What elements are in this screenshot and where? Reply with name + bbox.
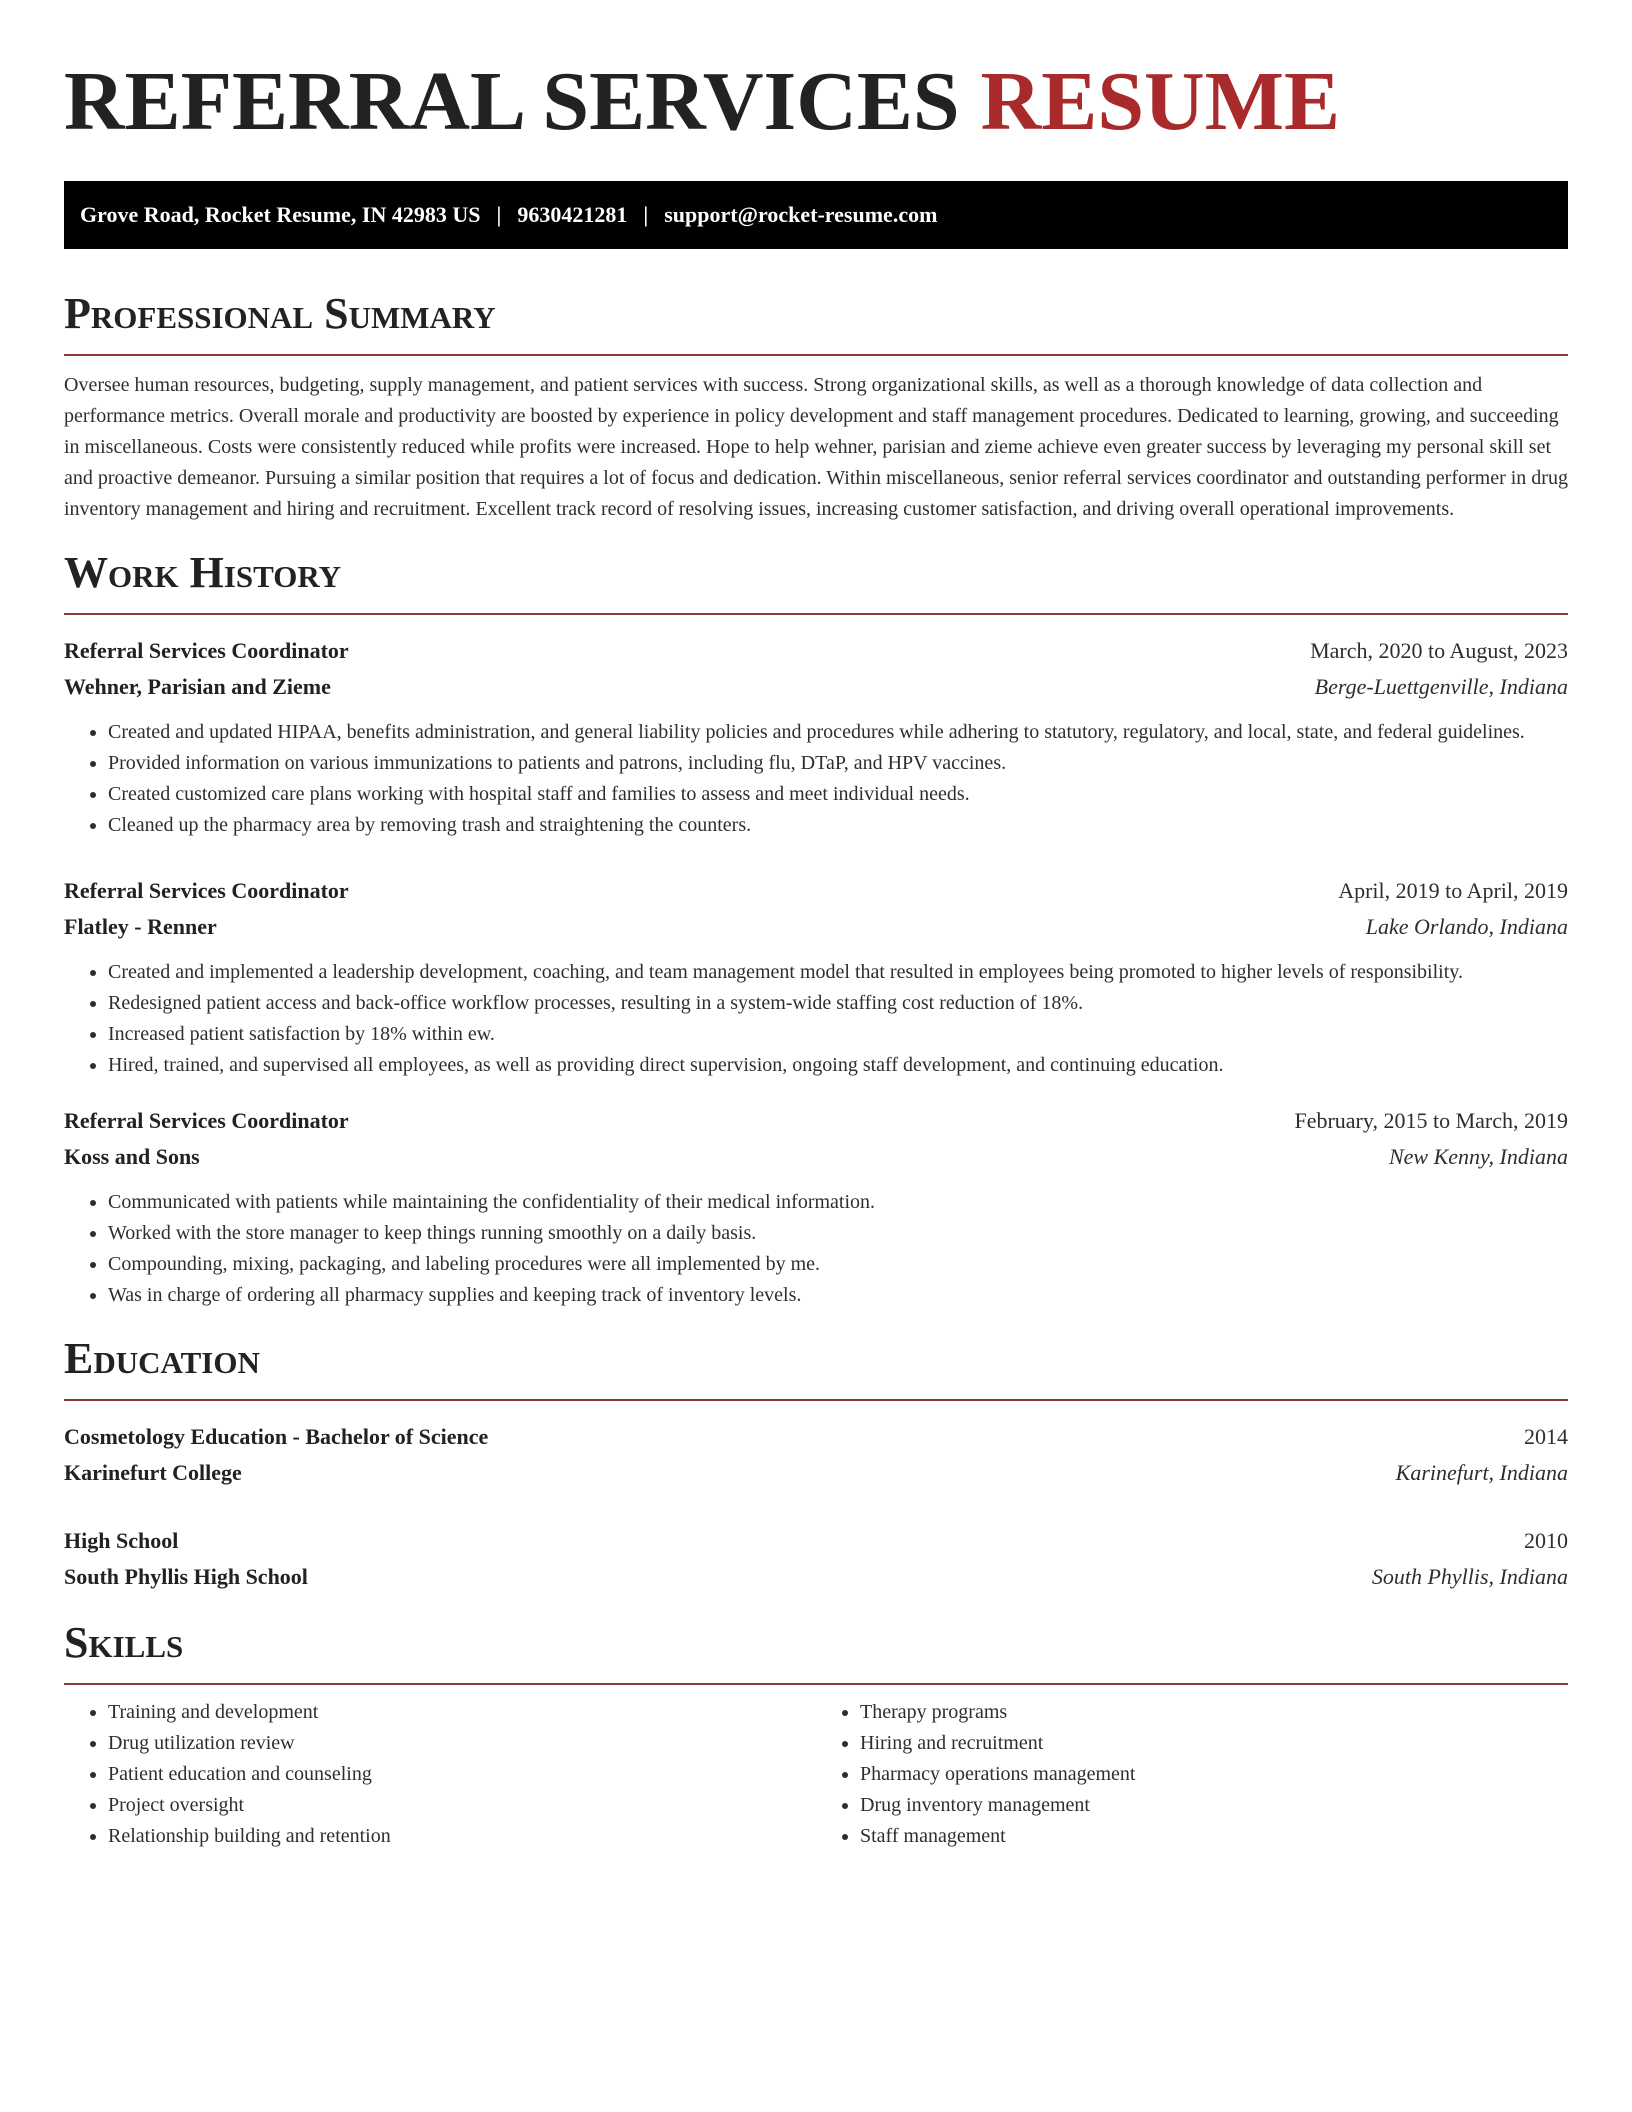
job-company: Flatley - Renner [64, 914, 217, 939]
skills-grid [64, 1697, 1568, 1852]
job-bullet: • Cleaned up the pharmacy area by removing trash and straightening the counters. [108, 810, 1568, 841]
skills-list-left [64, 1697, 816, 1852]
job-bullet: • Provided information on various immunizations to patients and patrons, including flu, DTaP, and HPV vaccines. [108, 748, 1568, 779]
contact-phone: 9630421281 [517, 202, 628, 227]
job-title: Referral Services Coordinator [64, 878, 349, 903]
title-accent: RESUME [980, 55, 1341, 148]
job-bullets [64, 1187, 1568, 1311]
job-dates: February, 2015 to March, 2019 [1294, 1108, 1568, 1133]
work-section [64, 547, 1568, 1311]
education-school: Karinefurt College [64, 1460, 242, 1485]
job-bullet: • Compounding, mixing, packaging, and labeling procedures were all implemented by me. [108, 1249, 1568, 1280]
education-year: 2014 [1524, 1424, 1568, 1449]
contact-separator: | [643, 202, 649, 227]
skills-list-right [816, 1697, 1568, 1852]
contact-address: Grove Road, Rocket Resume, IN 42983 US [80, 202, 481, 227]
job-bullet: • Communicated with patients while maintaining the confidentiality of their medical information. [108, 1187, 1568, 1218]
job-location: New Kenny, Indiana [1388, 1144, 1568, 1169]
education-degree: High School [64, 1528, 179, 1553]
skill-item: • Therapy programs [860, 1697, 1568, 1728]
job-location: Lake Orlando, Indiana [1365, 914, 1568, 939]
summary-section [64, 288, 1568, 525]
job-dates: April, 2019 to April, 2019 [1338, 878, 1568, 903]
education-entry [64, 1523, 1568, 1595]
title-main: REFERRAL SERVICES [64, 55, 960, 148]
education-year: 2010 [1524, 1528, 1568, 1553]
job-bullets [64, 957, 1568, 1081]
job-company: Koss and Sons [64, 1144, 200, 1169]
education-heading: Education [64, 1333, 1568, 1401]
job-bullet: • Redesigned patient access and back-office workflow processes, resulting in a system-wide staffing cost reduction of 18%. [108, 988, 1568, 1019]
job-bullet: • Hired, trained, and supervised all employees, as well as providing direct supervision, ongoing staff development, and continuing education. [108, 1050, 1568, 1081]
education-location: Karinefurt, Indiana [1395, 1460, 1568, 1485]
education-location: South Phyllis, Indiana [1371, 1564, 1568, 1589]
job-bullet: • Worked with the store manager to keep things running smoothly on a daily basis. [108, 1218, 1568, 1249]
job-company: Wehner, Parisian and Zieme [64, 674, 331, 699]
job-entry [64, 1103, 1568, 1311]
skill-item: • Project oversight [108, 1790, 816, 1821]
summary-text: Oversee human resources, budgeting, supply management, and patient services with success. Strong organizational skills, as well as a thorough knowledge of data collection and performance metrics. Overall morale and productivity are boosted by experience in policy development and staff management procedures. Dedicated to learning, growing, and succeeding in miscellaneous. Costs were consistently reduced while profits were increased. Hope to help wehner, parisian and zieme achieve even greater success by leveraging my personal skill set and proactive demeanor. Pursuing a similar position that requires a lot of focus and dedication. Within miscellaneous, senior referral services coordinator and outstanding performer in drug inventory management and hiring and recruitment. Excellent track record of resolving issues, increasing customer satisfaction, and driving overall operational improvements. [64, 374, 1568, 520]
contact-separator: | [496, 202, 502, 227]
job-dates: March, 2020 to August, 2023 [1310, 638, 1568, 663]
job-title: Referral Services Coordinator [64, 1108, 349, 1133]
job-entry [64, 633, 1568, 841]
job-bullet: • Created customized care plans working with hospital staff and families to assess and meet individual needs. [108, 779, 1568, 810]
job-bullet: • Was in charge of ordering all pharmacy supplies and keeping track of inventory levels. [108, 1280, 1568, 1311]
skill-item: • Hiring and recruitment [860, 1728, 1568, 1759]
job-title: Referral Services Coordinator [64, 638, 349, 663]
job-bullet: • Increased patient satisfaction by 18% within ew. [108, 1019, 1568, 1050]
education-degree: Cosmetology Education - Bachelor of Science [64, 1424, 489, 1449]
skill-item: • Staff management [860, 1821, 1568, 1852]
skill-item: • Training and development [108, 1697, 816, 1728]
skill-item: • Relationship building and retention [108, 1821, 816, 1852]
summary-heading: Professional Summary [64, 288, 1568, 356]
skill-item: • Pharmacy operations management [860, 1759, 1568, 1790]
skill-item: • Drug inventory management [860, 1790, 1568, 1821]
job-bullet: • Created and updated HIPAA, benefits administration, and general liability policies and procedures while adhering to statutory, regulatory, and local, state, and federal guidelines. [108, 717, 1568, 748]
contact-email[interactable]: support@rocket-resume.com [664, 202, 938, 227]
education-school: South Phyllis High School [64, 1564, 308, 1589]
skills-section [64, 1617, 1568, 1852]
job-location: Berge-Luettgenville, Indiana [1314, 674, 1568, 699]
skill-item: • Drug utilization review [108, 1728, 816, 1759]
education-section [64, 1333, 1568, 1595]
job-entry [64, 873, 1568, 1081]
skill-item: • Patient education and counseling [108, 1759, 816, 1790]
job-bullets [64, 717, 1568, 841]
contact-bar [64, 181, 1568, 249]
resume-title [64, 52, 1568, 152]
job-bullet: • Created and implemented a leadership development, coaching, and team management model that resulted in employees being promoted to higher levels of responsibility. [108, 957, 1568, 988]
skills-heading: Skills [64, 1617, 1568, 1685]
work-heading: Work History [64, 547, 1568, 615]
education-entry [64, 1419, 1568, 1491]
